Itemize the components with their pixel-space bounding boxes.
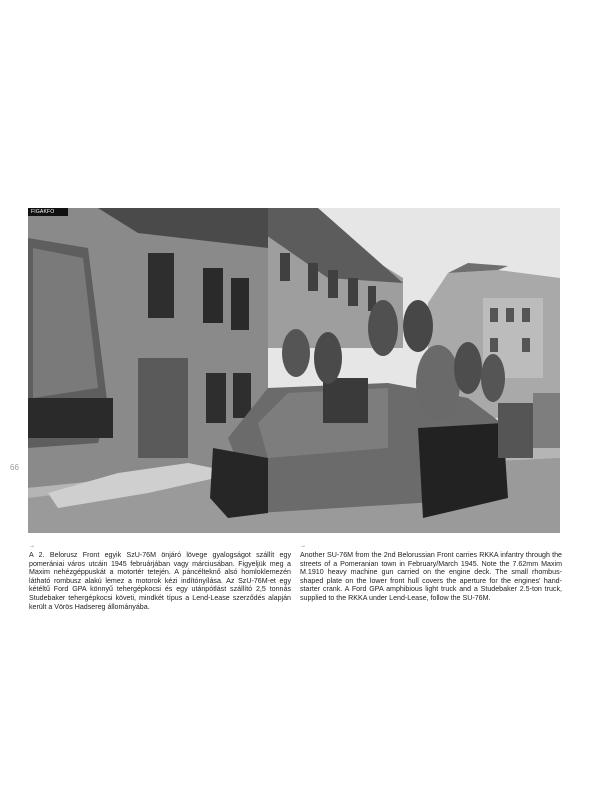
caption-english [300, 543, 562, 603]
caption-hungarian [29, 543, 291, 611]
caption-hungarian-text: A 2. Belorusz Front egyik SzU-76M önjáró lövege gyalogságot szállít egy pomerániai város utcáin 1945 februárjában vagy márciusában. Figyeljük meg a Maxim nehézgéppuskát a motortér tetején. A páncélteknő alsó homloklemezén látható rombusz alakú lemez a motorok kézi indítónyílása. Az SzU-76M-et egy kétéltű Ford GPA könnyű tehergépkocsi és egy utánpótlást szállító 2,5 tonnás Studebaker tehergépkocsi követi, mindkét típus a Lend-Lease szerződés alapján került a Vörös Hadsereg állományába. [29, 551, 291, 611]
photo-credit: FIGAKFO [28, 208, 68, 216]
page-number: 66 [10, 463, 19, 472]
caption-arrow-icon: → [29, 543, 35, 549]
caption-arrow-icon: → [300, 543, 306, 549]
photograph [28, 208, 560, 533]
su76m-street-photo [28, 208, 560, 533]
caption-english-text: Another SU-76M from the 2nd Belorussian Front carries RKKA infantry through the streets of a Pomeranian town in February/March 1945. Note the 7.62mm Maxim M.1910 heavy machine gun carried on the engine deck. The small rhombus-shaped plate on the lower front hull covers the aperture for the engines' hand-starter crank. A Ford GPA amphibious light truck and a Studebaker 2.5-ton truck, supplied to the RKKA under Lend-Lease, follow the SU-76M. [300, 551, 562, 602]
